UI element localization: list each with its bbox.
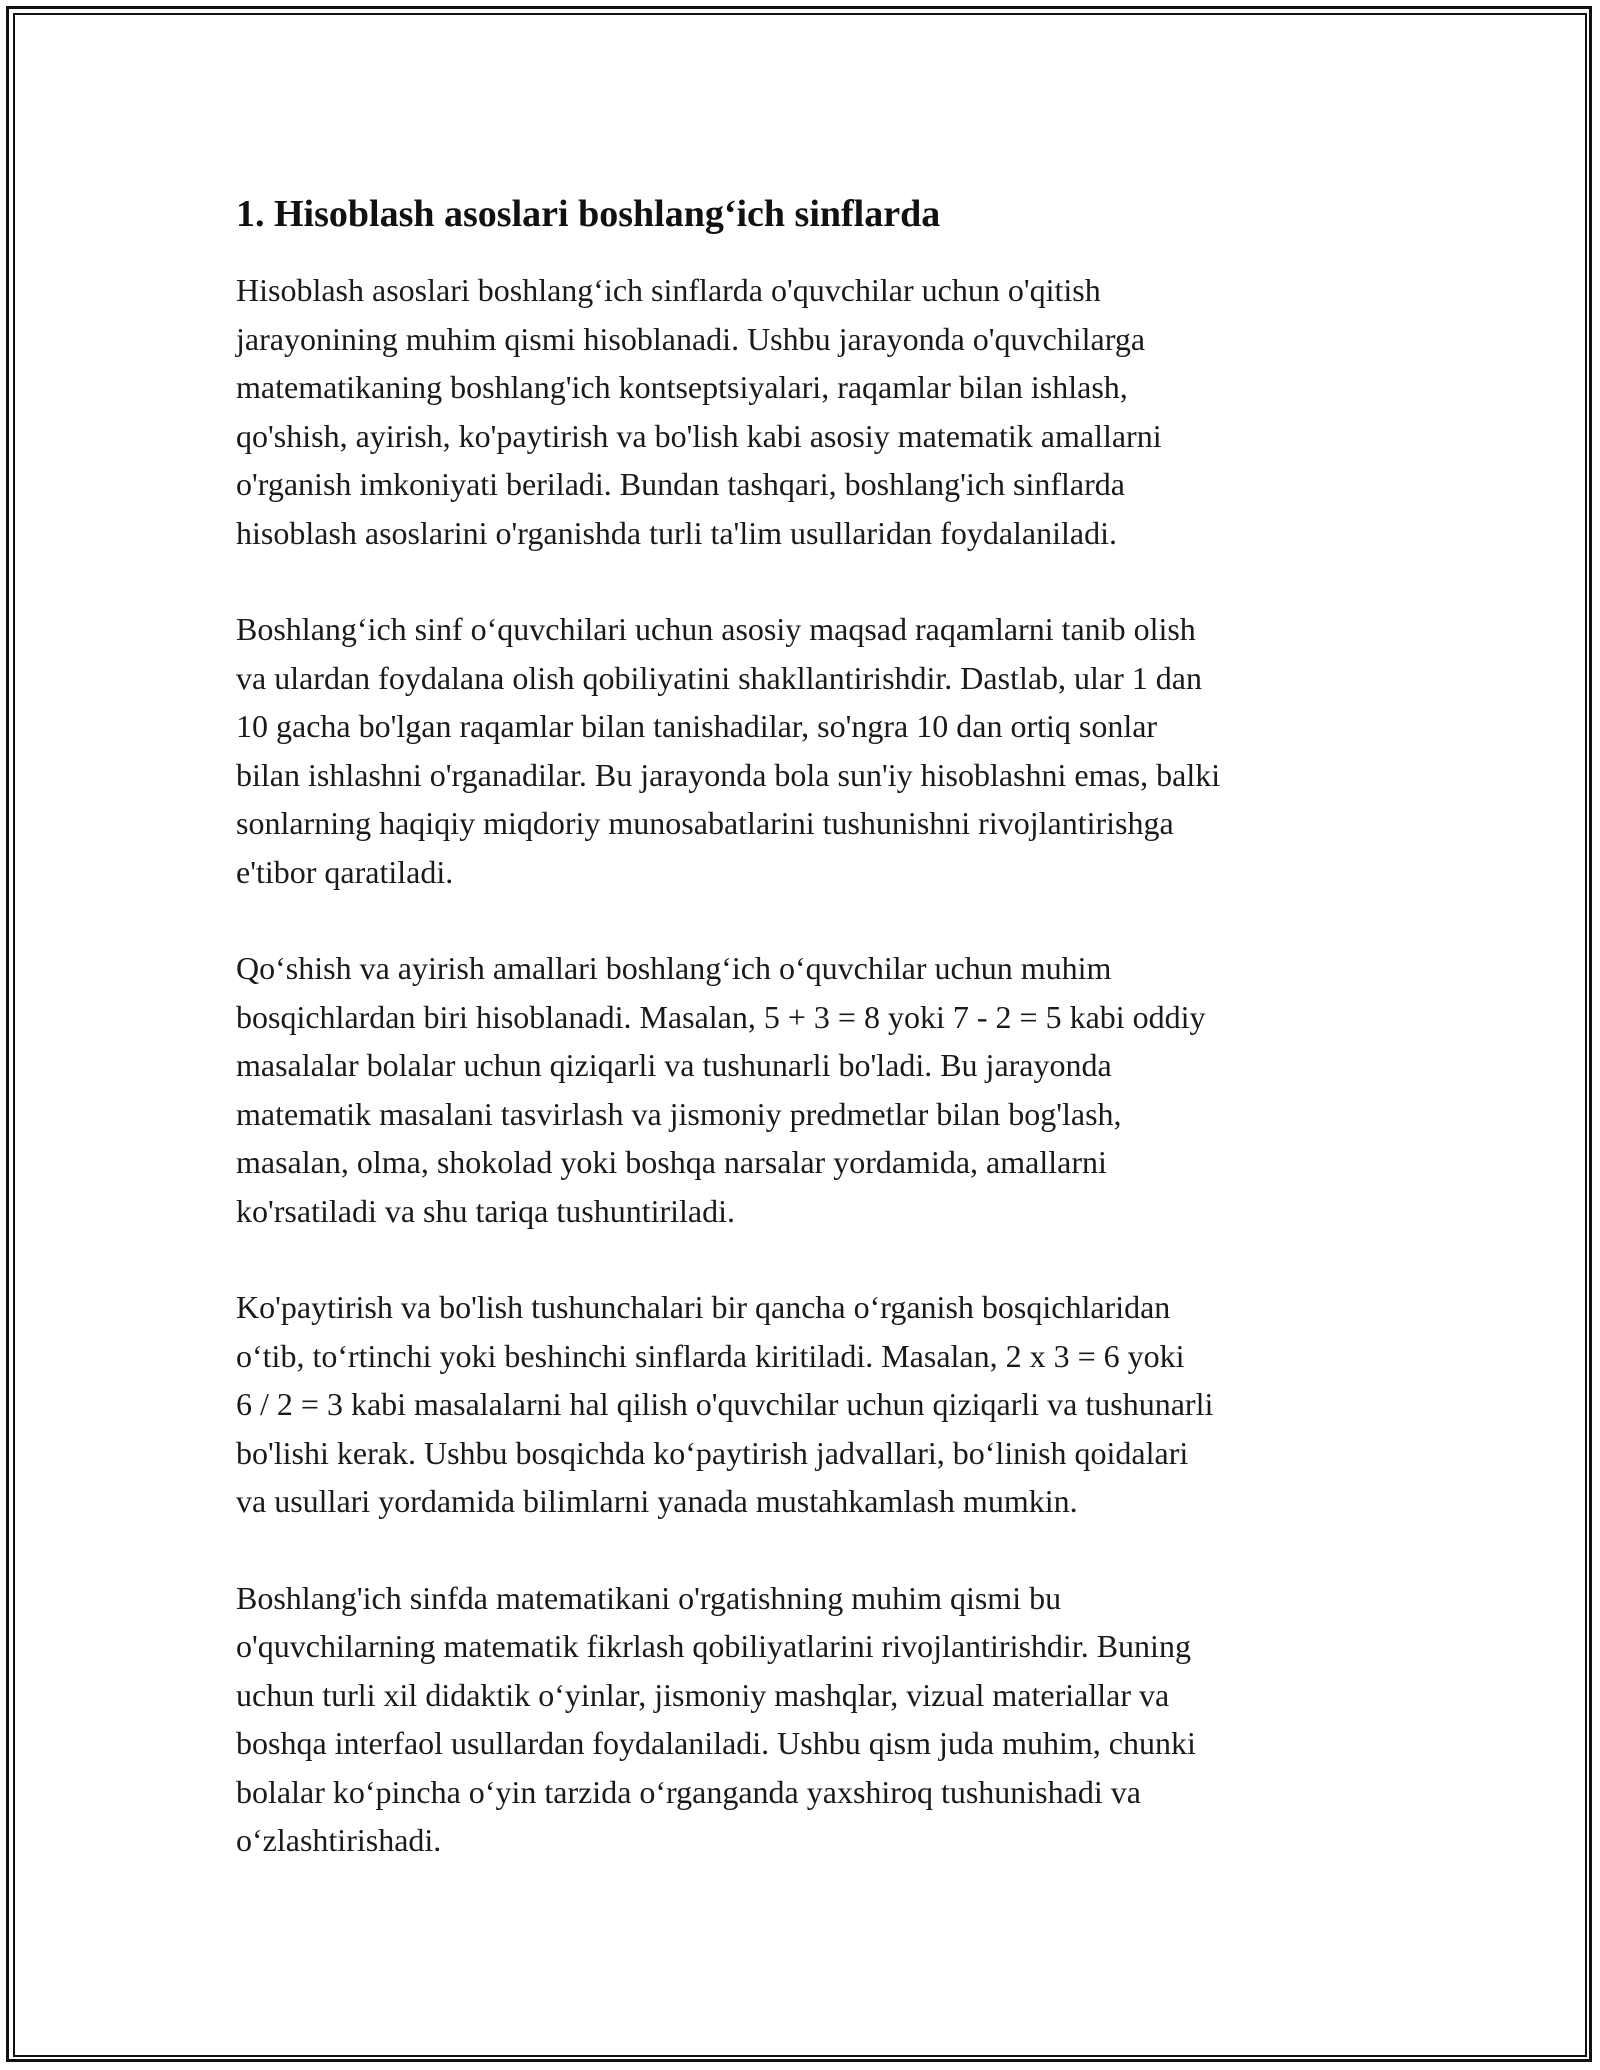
paragraph-line: bilan ishlashni o'rganadilar. Bu jarayonda bola sun'iy hisoblashni emas, balki — [236, 756, 1221, 793]
paragraph-3 — [236, 944, 1386, 1235]
paragraph-line: o'rganish imkoniyati beriladi. Bundan tashqari, boshlang'ich sinflarda — [236, 466, 1125, 502]
paragraph-list — [236, 266, 1386, 1865]
paragraph-line: 6 / 2 = 3 kabi masalalarni hal qilish o'quvchilar uchun qiziqarli va tushunarli — [236, 1386, 1214, 1422]
paragraph-line: o‘tib, to‘rtinchi yoki beshinchi sinflarda kiritiladi. Masalan, 2 x 3 = 6 yoki — [236, 1337, 1185, 1374]
document-body — [236, 188, 1386, 1913]
paragraph-line: masalalar bolalar uchun qiziqarli va tushunarli bo'ladi. Bu jarayonda — [236, 1047, 1112, 1083]
paragraph-line: Boshlang'ich sinfda matematikani o'rgatishning muhim qismi bu — [236, 1579, 1062, 1616]
paragraph-line: va ulardan foydalana olish qobiliyatini shakllantirishdir. Dastlab, ular 1 dan — [236, 659, 1202, 696]
paragraph-line: hisoblash asoslarini o'rganishda turli ta'lim usullaridan foydalaniladi. — [236, 514, 1117, 551]
paragraph-line: o'quvchilarning matematik fikrlash qobiliyatlarini rivojlantirishdir. Buning — [236, 1628, 1191, 1664]
paragraph-line: Qo‘shish va ayirish amallari boshlang‘ich o‘quvchilar uchun muhim — [236, 950, 1112, 986]
paragraph-4 — [236, 1283, 1386, 1526]
paragraph-line: Boshlang‘ich sinf o‘quvchilari uchun asosiy maqsad raqamlarni tanib olish — [236, 611, 1196, 647]
paragraph-line: jarayonining muhim qismi hisoblanadi. Ushbu jarayonda o'quvchilarga — [236, 320, 1146, 357]
paragraph-line: o‘zlashtirishadi. — [236, 1822, 442, 1858]
paragraph-line: 10 gacha bo'lgan raqamlar bilan tanishadilar, so'ngra 10 dan ortiq sonlar — [236, 708, 1158, 744]
paragraph-2 — [236, 605, 1386, 896]
paragraph-line: bosqichlardan biri hisoblanadi. Masalan, 5 + 3 = 8 yoki 7 - 2 = 5 kabi oddiy — [236, 998, 1206, 1035]
paragraph-line: uchun turli xil didaktik o‘yinlar, jismoniy mashqlar, vizual materiallar va — [236, 1676, 1170, 1713]
paragraph-line: e'tibor qaratiladi. — [236, 853, 454, 890]
paragraph-line: Hisoblash asoslari boshlang‘ich sinflarda o'quvchilar uchun o'qitish — [236, 272, 1101, 308]
paragraph-line: bolalar ko‘pincha o‘yin tarzida o‘rganganda yaxshiroq tushunishadi va — [236, 1773, 1141, 1810]
paragraph-line: Ko'paytirish va bo'lish tushunchalari bir qancha o‘rganish bosqichlaridan — [236, 1289, 1171, 1325]
paragraph-1 — [236, 266, 1386, 557]
paragraph-line: va usullari yordamida bilimlarni yanada mustahkamlash mumkin. — [236, 1483, 1078, 1519]
paragraph-line: masalan, olma, shokolad yoki boshqa narsalar yordamida, amallarni — [236, 1144, 1107, 1180]
paragraph-line: bo'lishi kerak. Ushbu bosqichda ko‘paytirish jadvallari, bo‘linish qoidalari — [236, 1434, 1189, 1471]
paragraph-5 — [236, 1574, 1386, 1865]
paragraph-line: sonlarning haqiqiy miqdoriy munosabatlarini tushunishni rivojlantirishga — [236, 805, 1174, 841]
paragraph-line: matematikaning boshlang'ich kontseptsiyalari, raqamlar bilan ishlash, — [236, 369, 1128, 405]
paragraph-line: boshqa interfaol usullardan foydalaniladi. Ushbu qism juda muhim, chunki — [236, 1725, 1196, 1761]
section-heading: 1. Hisoblash asoslari boshlang‘ich sinflarda — [236, 193, 941, 235]
paragraph-line: matematik masalani tasvirlash va jismoniy predmetlar bilan bog'lash, — [236, 1095, 1122, 1132]
paragraph-line: qo'shish, ayirish, ko'paytirish va bo'lish kabi asosiy matematik amallarni — [236, 417, 1162, 454]
paragraph-line: ko'rsatiladi va shu tariqa tushuntiriladi. — [236, 1192, 735, 1229]
